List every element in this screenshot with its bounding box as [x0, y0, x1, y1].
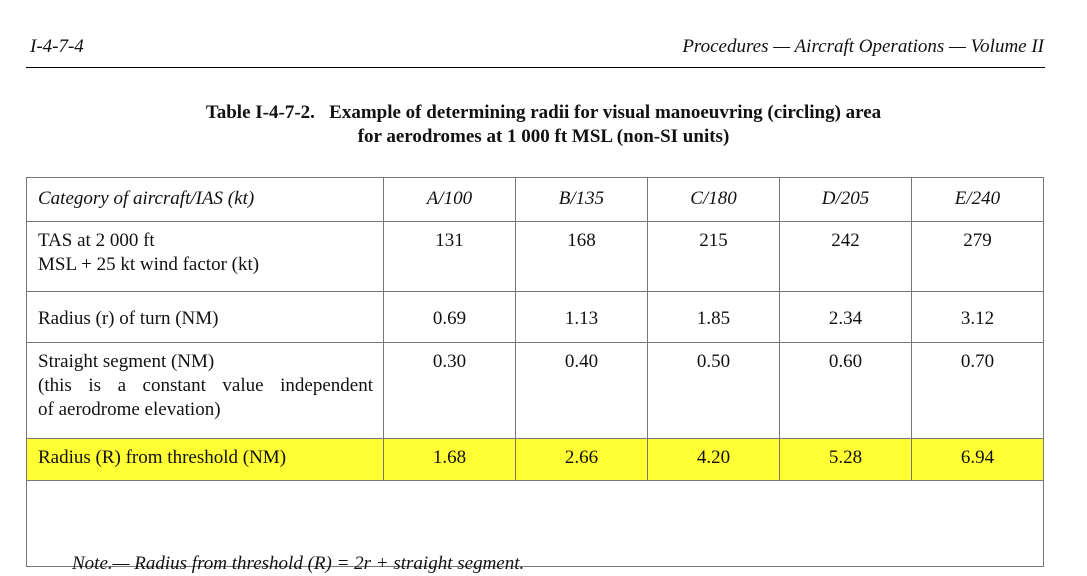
table-cell: 168	[516, 222, 648, 292]
table-cell: 215	[648, 222, 780, 292]
table-cell: 3.12	[912, 292, 1044, 343]
table-cell: 0.70	[912, 343, 1044, 439]
row-label-tas	[27, 222, 384, 292]
table-cell: 0.69	[384, 292, 516, 343]
table-row-radius-turn	[27, 292, 1044, 343]
header-label-cell: Category of aircraft/IAS (kt)	[27, 178, 384, 222]
row-label-line: of aerodrome elevation)	[38, 399, 221, 420]
table-cell: 4.20	[648, 439, 780, 481]
row-label-line: TAS at 2 000 ft	[38, 230, 155, 251]
table-cell: 131	[384, 222, 516, 292]
table-cell: 0.50	[648, 343, 780, 439]
table-cell: 0.30	[384, 343, 516, 439]
table-cell: 5.28	[780, 439, 912, 481]
caption-line-1: Table I-4-7-2. Example of determining radii for visual manoeuvring (circling) area	[205, 102, 882, 123]
table-row-tas	[27, 222, 1044, 292]
table-row-radius-threshold	[27, 439, 1044, 481]
header-col-e: E/240	[912, 178, 1044, 222]
table-cell: 279	[912, 222, 1044, 292]
table-cell: 1.68	[384, 439, 516, 481]
header-rule	[26, 67, 1045, 68]
row-label-straight-segment	[27, 343, 384, 439]
table-caption	[0, 101, 1087, 149]
caption-line-2: for aerodromes at 1 000 ft MSL (non-SI units)	[357, 126, 730, 147]
running-header: Procedures — Aircraft Operations — Volume II	[682, 36, 1044, 57]
header-col-c: C/180	[648, 178, 780, 222]
table-cell: 1.13	[516, 292, 648, 343]
row-label-line: (this is a constant value independent	[38, 375, 373, 396]
table-cell: 0.40	[516, 343, 648, 439]
header-col-a: A/100	[384, 178, 516, 222]
row-label-line: Straight segment (NM)	[38, 351, 215, 372]
header-col-d: D/205	[780, 178, 912, 222]
table-cell: 242	[780, 222, 912, 292]
table-cell: 6.94	[912, 439, 1044, 481]
page-number: I-4-7-4	[30, 36, 84, 57]
table-cell: 1.85	[648, 292, 780, 343]
radii-table	[26, 177, 1044, 574]
header-col-b: B/135	[516, 178, 648, 222]
row-label-line: MSL + 25 kt wind factor (kt)	[38, 254, 260, 275]
table-row-straight-segment	[27, 343, 1044, 439]
table-cell: 2.66	[516, 439, 648, 481]
table-cell: 0.60	[780, 343, 912, 439]
row-label-radius-turn: Radius (r) of turn (NM)	[27, 292, 384, 343]
table-header-row	[27, 178, 1044, 222]
table-cell: 2.34	[780, 292, 912, 343]
table-note: Note.— Radius from threshold (R) = 2r + straight segment.	[72, 553, 525, 574]
row-label-radius-threshold: Radius (R) from threshold (NM)	[27, 439, 384, 481]
